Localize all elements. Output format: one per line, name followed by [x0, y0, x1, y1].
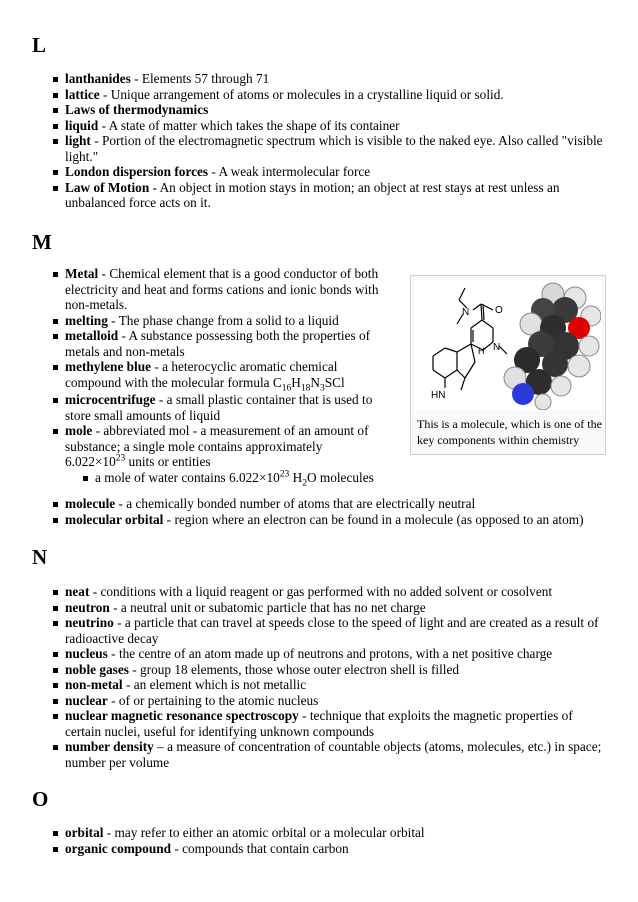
list-n	[65, 584, 610, 770]
list-item: organic compound - compounds that contain carbon	[65, 841, 610, 857]
list-l	[65, 71, 605, 211]
list-o	[65, 825, 610, 856]
list-item: methylene blue - a heterocyclic aromatic chemical compound with the molecular formula $C_{16}H_{18}N_3SCl$	[65, 359, 390, 390]
list-item: nuclear magnetic resonance spectroscopy - technique that exploits the magnetic properties of certain nuclei, useful for identifying unknown compounds	[65, 708, 610, 739]
list-item: a mole of water contains $6.022\times 10^{23}$ $H_2O$ molecules	[95, 470, 390, 486]
molecule-diagram	[415, 280, 601, 410]
section-heading-o: O	[32, 787, 49, 811]
list-item: neutrino - a particle that can travel at speeds close to the speed of light and are created as a result of radioactive decay	[65, 615, 610, 646]
space-filling-model	[504, 283, 601, 410]
molecule-image	[415, 280, 601, 410]
list-item: neutron - a neutral unit or subatomic particle that has no net charge	[65, 600, 610, 616]
list-item: microcentrifuge - a small plastic container that is used to store small amounts of liquid	[65, 392, 390, 423]
list-item: liquid - A state of matter which takes the shape of its container	[65, 118, 605, 134]
atom-h-label: H	[478, 346, 485, 356]
list-item: neat - conditions with a liquid reagent or gas performed with no added solvent or cosolvent	[65, 584, 610, 600]
list-item: mole - abbreviated mol - a measurement of an amount of substance; a single mole contains approximately $6.022\times 10^{23}$ units or entities a mole of water contains $6.022\times 10^{23}$ $H_2O$ molecules	[65, 423, 390, 485]
list-item: non-metal - an element which is not metallic	[65, 677, 610, 693]
list-item: molecule - a chemically bonded number of atoms that are electrically neutral	[65, 496, 610, 512]
list-item: nuclear - of or pertaining to the atomic nucleus	[65, 693, 610, 709]
list-item: metalloid - A substance possessing both the properties of metals and non-metals	[65, 328, 390, 359]
skeletal-formula	[433, 288, 507, 390]
methylene-formula: $C_{16}H_{18}N_3SCl$	[272, 374, 345, 394]
atom-o-label: O	[495, 305, 503, 316]
list-m-bottom	[65, 496, 610, 527]
list-item: lattice - Unique arrangement of atoms or molecules in a crystalline liquid or solid.	[65, 87, 605, 103]
atom-n2-label: N	[493, 342, 501, 353]
list-item: nucleus - the centre of an atom made up of neutrons and protons, with a net positive charge	[65, 646, 610, 662]
figure-caption: This is a molecule, which is one of the key components within chemistry	[417, 417, 602, 447]
section-heading-l: L	[32, 33, 47, 57]
list-item: number density – a measure of concentration of countable objects (atoms, molecules, etc.) in space; number per volume	[65, 739, 610, 770]
list-item: lanthanides - Elements 57 through 71	[65, 71, 605, 87]
molecule-figure	[410, 275, 606, 455]
list-item: Law of Motion - An object in motion stays in motion; an object at rest stays at rest unless an unbalanced force acts on it.	[65, 180, 605, 211]
atom-hn-label: HN	[431, 390, 446, 401]
list-item: orbital - may refer to either an atomic orbital or a molecular orbital	[65, 825, 610, 841]
mole-sublist	[65, 469, 390, 489]
list-item: melting - The phase change from a solid to a liquid	[65, 313, 390, 329]
list-item: molecular orbital - region where an electron can be found in a molecule (as opposed to an atom)	[65, 512, 610, 528]
atom-n-label: N	[462, 307, 470, 318]
list-item: Metal - Chemical element that is a good conductor of both electricity and heat and forms cations and ionic bonds with non-metals.	[65, 266, 390, 313]
list-item: light - Portion of the electromagnetic spectrum which is visible to the naked eye. Also called "visible light."	[65, 133, 605, 164]
list-item: noble gases - group 18 elements, those whose outer electron shell is filled	[65, 662, 610, 678]
list-m-top	[65, 266, 390, 489]
section-heading-m: M	[32, 230, 52, 254]
list-item: Laws of thermodynamics	[65, 102, 605, 118]
list-item: London dispersion forces - A weak intermolecular force	[65, 164, 605, 180]
section-heading-n: N	[32, 545, 48, 569]
